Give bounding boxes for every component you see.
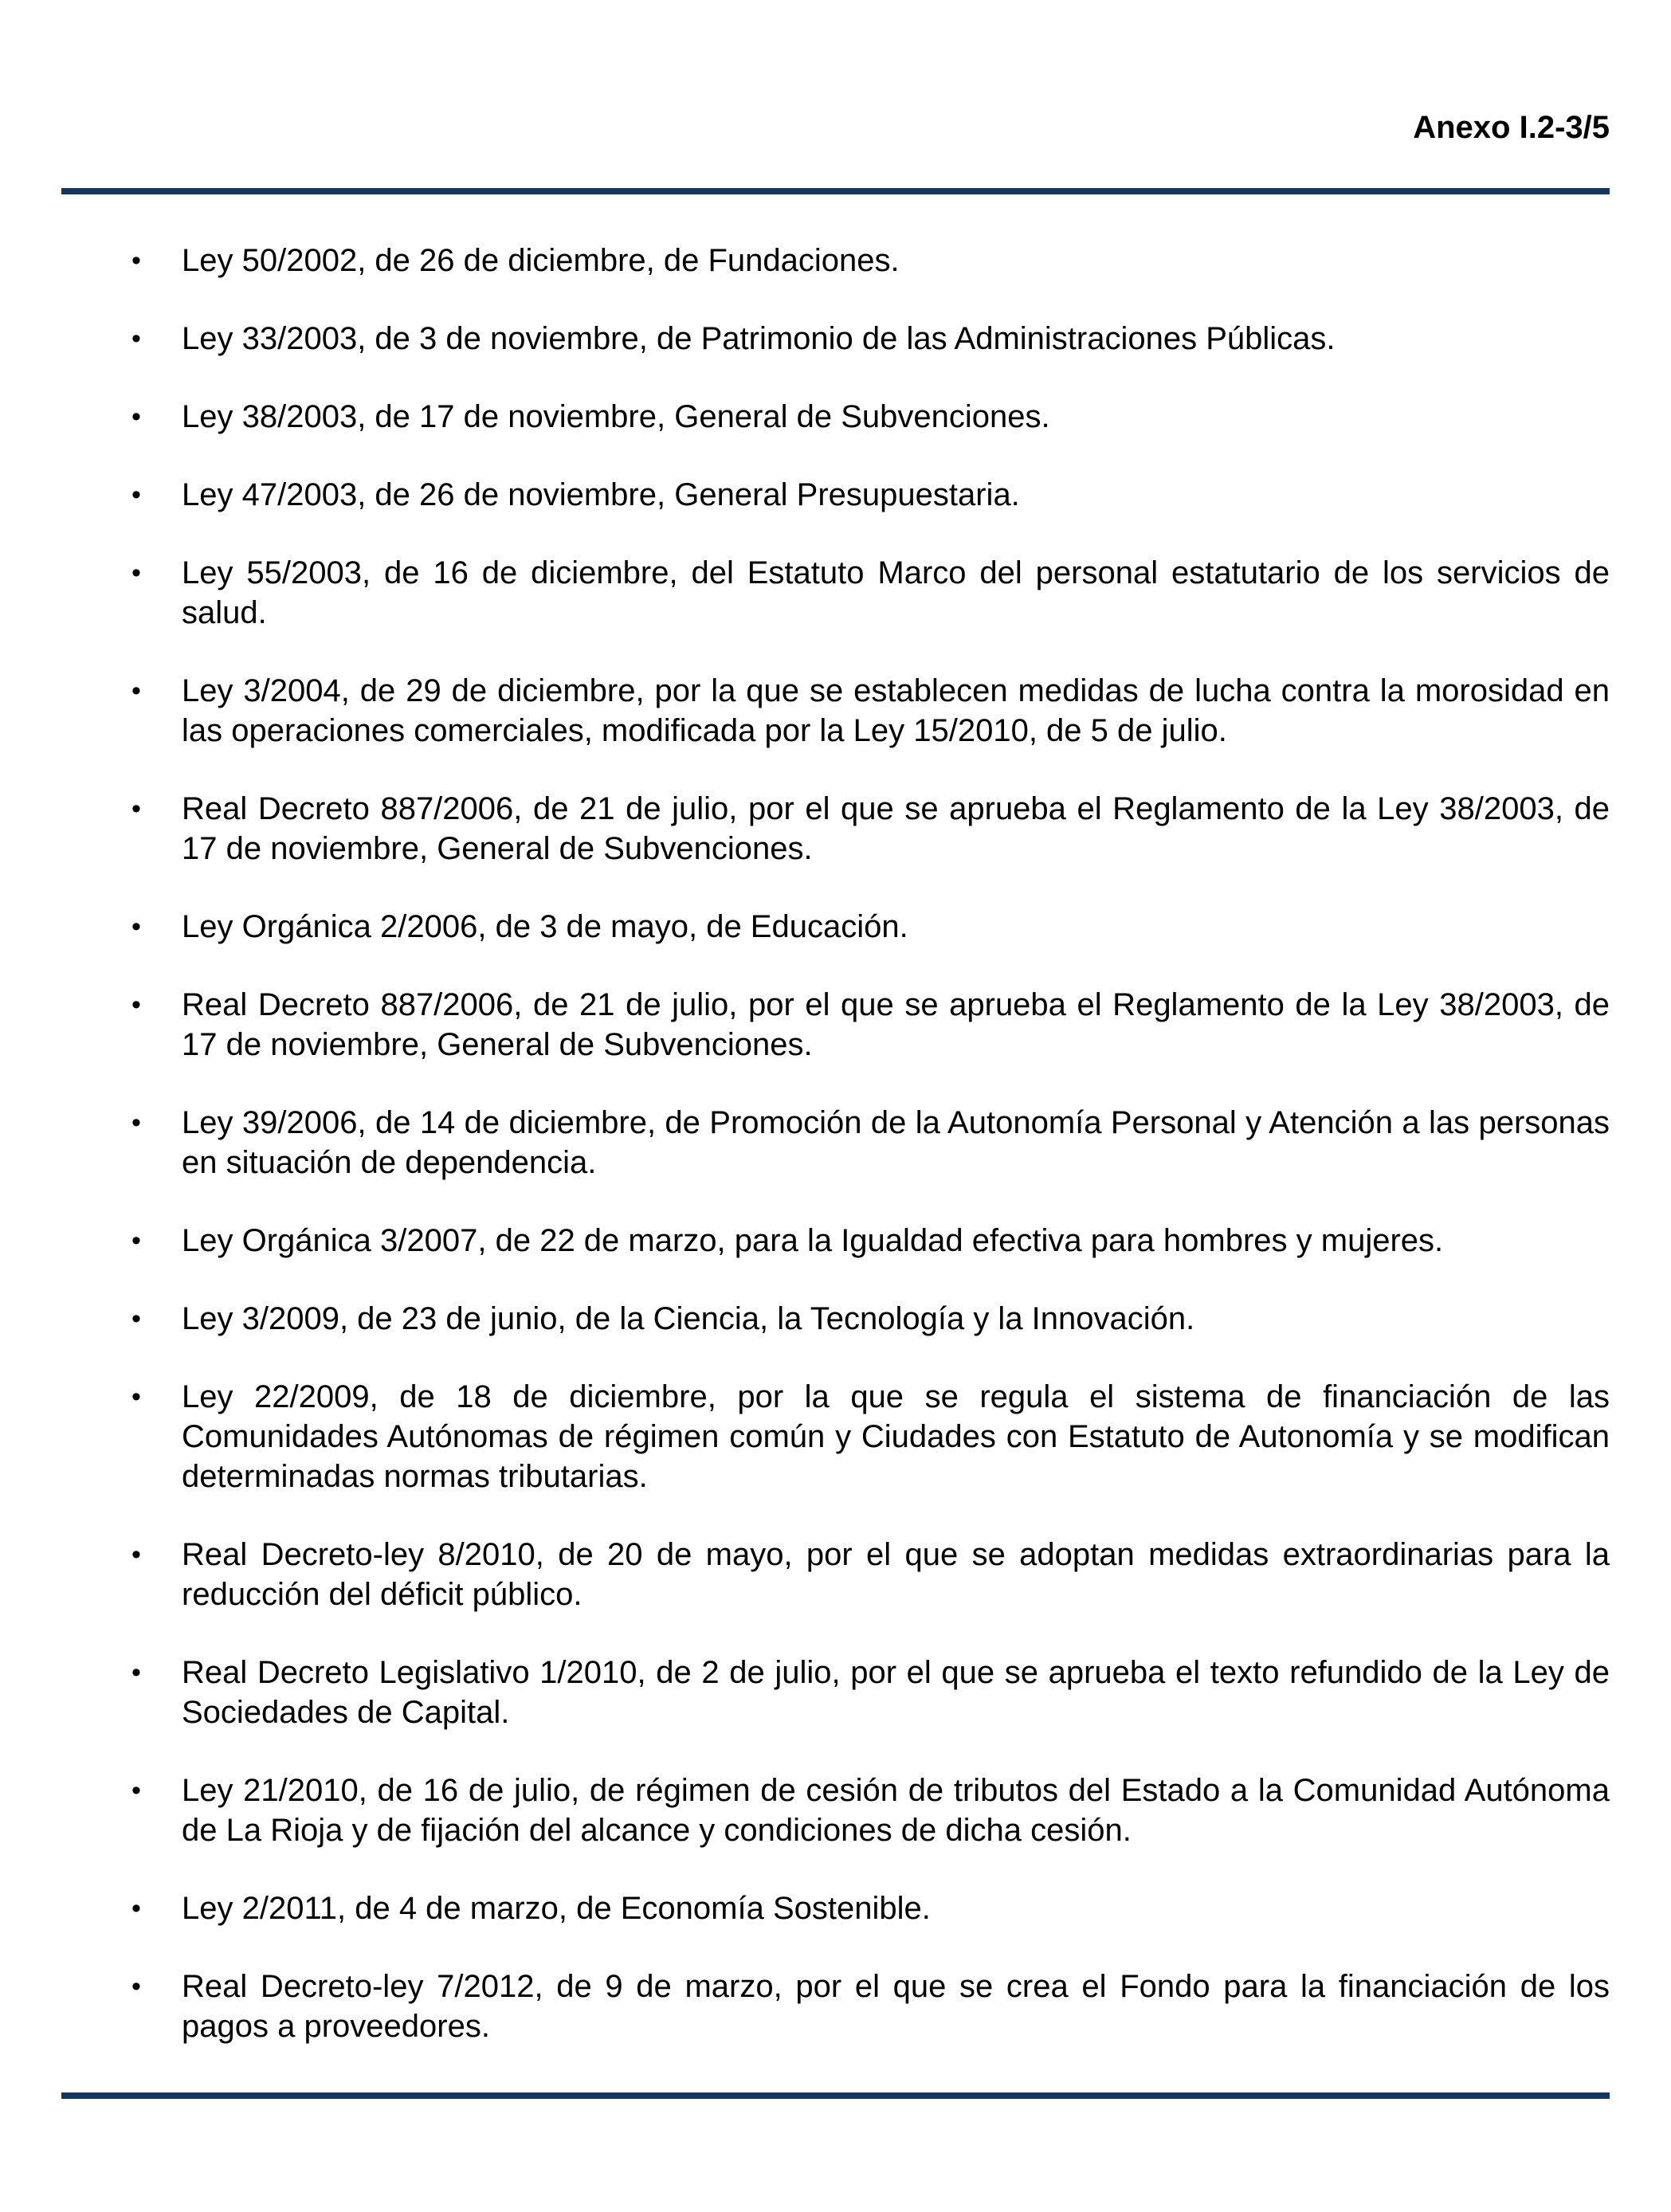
list-item-text: Ley 55/2003, de 16 de diciembre, del Estatuto Marco del personal estatutario de los servicios de salud. xyxy=(182,555,1610,630)
list-item xyxy=(61,1299,1610,1339)
list-item xyxy=(61,789,1610,869)
bullet-icon: • xyxy=(131,1893,141,1924)
bullet-icon: • xyxy=(131,324,141,354)
bullet-icon: • xyxy=(131,245,141,276)
list-item xyxy=(61,1771,1610,1850)
bullet-icon: • xyxy=(131,1657,141,1688)
bullet-icon: • xyxy=(131,1226,141,1256)
list-item-text: Ley 47/2003, de 26 de noviembre, General Presupuestaria. xyxy=(182,477,1020,512)
bullet-icon: • xyxy=(131,1382,141,1412)
bullet-icon: • xyxy=(131,1304,141,1334)
list-item-text: Ley 39/2006, de 14 de diciembre, de Promoción de la Autonomía Personal y Atención a las personas en situación de dependencia. xyxy=(182,1105,1610,1180)
bullet-icon: • xyxy=(131,480,141,510)
bullet-icon: • xyxy=(131,558,141,588)
list-item xyxy=(61,1103,1610,1182)
list-item xyxy=(61,1653,1610,1732)
bullet-icon: • xyxy=(131,1108,141,1138)
bullet-icon: • xyxy=(131,402,141,432)
annex-page-label: Anexo I.2-3/5 xyxy=(1413,110,1610,145)
list-item-text: Real Decreto 887/2006, de 21 de julio, por el que se aprueba el Reglamento de la Ley 38/2003, de 17 de noviembre, General de Subvenciones. xyxy=(182,987,1610,1062)
bullet-icon: • xyxy=(131,990,141,1020)
list-item xyxy=(61,985,1610,1065)
list-item-text: Ley Orgánica 3/2007, de 22 de marzo, para la Igualdad efectiva para hombres y mujeres. xyxy=(182,1223,1444,1258)
header-rule xyxy=(61,188,1610,194)
list-item-text: Ley 3/2004, de 29 de diciembre, por la que se establecen medidas de lucha contra la morosidad en las operaciones comerciales, modificada por la Ley 15/2010, de 5 de julio. xyxy=(182,673,1610,748)
list-item xyxy=(61,907,1610,947)
list-item xyxy=(61,1967,1610,2046)
list-item-text: Ley 3/2009, de 23 de junio, de la Ciencia, la Tecnología y la Innovación. xyxy=(182,1301,1195,1336)
list-item xyxy=(61,671,1610,751)
list-item xyxy=(61,1221,1610,1261)
legislation-list xyxy=(61,241,1610,2085)
list-item-text: Ley 50/2002, de 26 de diciembre, de Fundaciones. xyxy=(182,243,900,278)
list-item xyxy=(61,475,1610,515)
list-item-text: Real Decreto 887/2006, de 21 de julio, por el que se aprueba el Reglamento de la Ley 38/2003, de 17 de noviembre, General de Subvenciones. xyxy=(182,791,1610,866)
list-item-text: Ley Orgánica 2/2006, de 3 de mayo, de Educación. xyxy=(182,909,908,944)
bullet-icon: • xyxy=(131,912,141,942)
list-item-text: Ley 33/2003, de 3 de noviembre, de Patrimonio de las Administraciones Públicas. xyxy=(182,321,1336,356)
list-item-text: Ley 22/2009, de 18 de diciembre, por la que se regula el sistema de financiación de las Comunidades Autónomas de régimen común y Ciudades con Estatuto de Autonomía y se modifican determinadas normas tributarias. xyxy=(182,1379,1610,1494)
bullet-icon: • xyxy=(131,1971,141,2002)
list-item xyxy=(61,1888,1610,1928)
list-item-text: Real Decreto Legislativo 1/2010, de 2 de julio, por el que se aprueba el texto refundido de la Ley de Sociedades de Capital. xyxy=(182,1655,1610,1730)
list-item-text: Real Decreto-ley 7/2012, de 9 de marzo, por el que se crea el Fondo para la financiación de los pagos a proveedores. xyxy=(182,1969,1610,2044)
bullet-icon: • xyxy=(131,676,141,706)
list-item-text: Ley 2/2011, de 4 de marzo, de Economía Sostenible. xyxy=(182,1891,931,1926)
list-item xyxy=(61,319,1610,359)
bullet-icon: • xyxy=(131,1775,141,1806)
list-item xyxy=(61,553,1610,633)
list-item xyxy=(61,1377,1610,1496)
list-item-text: Ley 21/2010, de 16 de julio, de régimen de cesión de tributos del Estado a la Comunidad Autónoma de La Rioja y de fijación del alcance y condiciones de dicha cesión. xyxy=(182,1773,1610,1848)
bullet-icon: • xyxy=(131,794,141,824)
list-item xyxy=(61,1535,1610,1614)
footer-rule xyxy=(61,2092,1610,2099)
list-item xyxy=(61,397,1610,437)
list-item-text: Ley 38/2003, de 17 de noviembre, General de Subvenciones. xyxy=(182,399,1050,434)
list-item xyxy=(61,241,1610,280)
bullet-icon: • xyxy=(131,1539,141,1570)
list-item-text: Real Decreto-ley 8/2010, de 20 de mayo, por el que se adoptan medidas extraordinarias para la reducción del déficit público. xyxy=(182,1537,1610,1612)
